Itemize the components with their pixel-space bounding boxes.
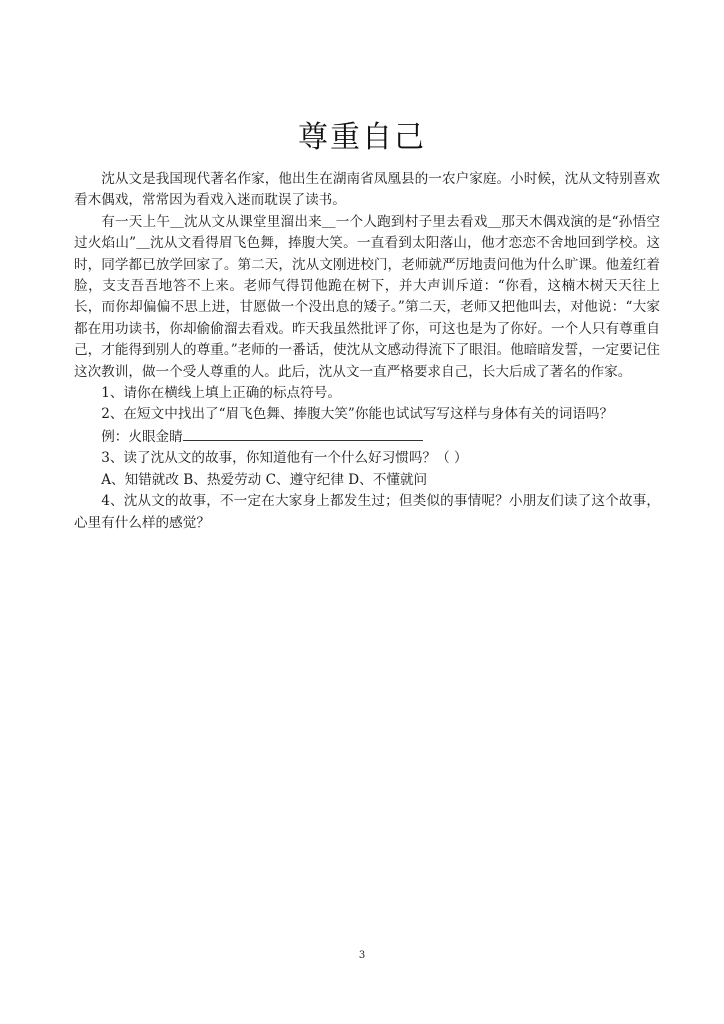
page-number: 3 xyxy=(358,950,366,961)
question-4: 4、沈从文的故事，不一定在大家身上都发生过；但类似的事情呢？小朋友们读了这个故事，心里有什么样的感觉？ xyxy=(74,493,660,531)
page-title: 尊重自己 xyxy=(298,120,426,155)
answer-blank-line[interactable] xyxy=(183,426,423,441)
article-body xyxy=(74,169,660,534)
question-3-options: A、知错就改 B、热爱劳动 C、遵守纪律 D、不懂就问 xyxy=(101,471,428,488)
article-paragraph-1: 沈从文是我国现代著名作家，他出生在湖南省凤凰县的一农户家庭。小时候，沈从文特别喜欢看木偶戏，常常因为看戏入迷而耽误了读书。 xyxy=(74,171,660,209)
question-2-example: 例：火眼金睛 xyxy=(101,428,183,445)
article-paragraph-2: 有一天上午＿沈从文从课堂里溜出来＿一个人跑到村子里去看戏＿那天木偶戏演的是“孙悟空过火焰山”＿沈从文看得眉飞色舞，捧腹大笑。一直看到太阳落山，他才恋恋不舍地回到学校。这时，同学都已放学回家了。第二天，沈从文刚进校门，老师就严厉地责问他为什么旷课。他羞红着脸，支支吾吾地答不上来。老师气得罚他跪在树下，并大声训斥道：“你看，这楠木树天天往上长，而你却偏偏不思上进，甘愿做一个没出息的矮子。”第二天，老师又把他叫去，对他说：“大家都在用功读书，你却偷偷溜去看戏。昨天我虽然批评了你，可这也是为了你好。一个人只有尊重自己，才能得到别人的尊重。”老师的一番话，使沈从文感动得流下了眼泪。他暗暗发誓，一定要记住这次教训，做一个受人尊重的人。此后，沈从文一直严格要求自己，长大后成了著名的作家。 xyxy=(74,213,660,380)
question-2-example-row xyxy=(74,426,660,448)
question-2: 2、在短文中找出了“眉飞色舞、捧腹大笑”你能也试试写写这样与身体有关的词语吗？ xyxy=(101,406,614,423)
question-1: 1、请你在横线上填上正确的标点符号。 xyxy=(101,385,341,402)
question-3: 3、读了沈从文的故事，你知道他有一个什么好习惯吗？（ ） xyxy=(101,450,468,467)
